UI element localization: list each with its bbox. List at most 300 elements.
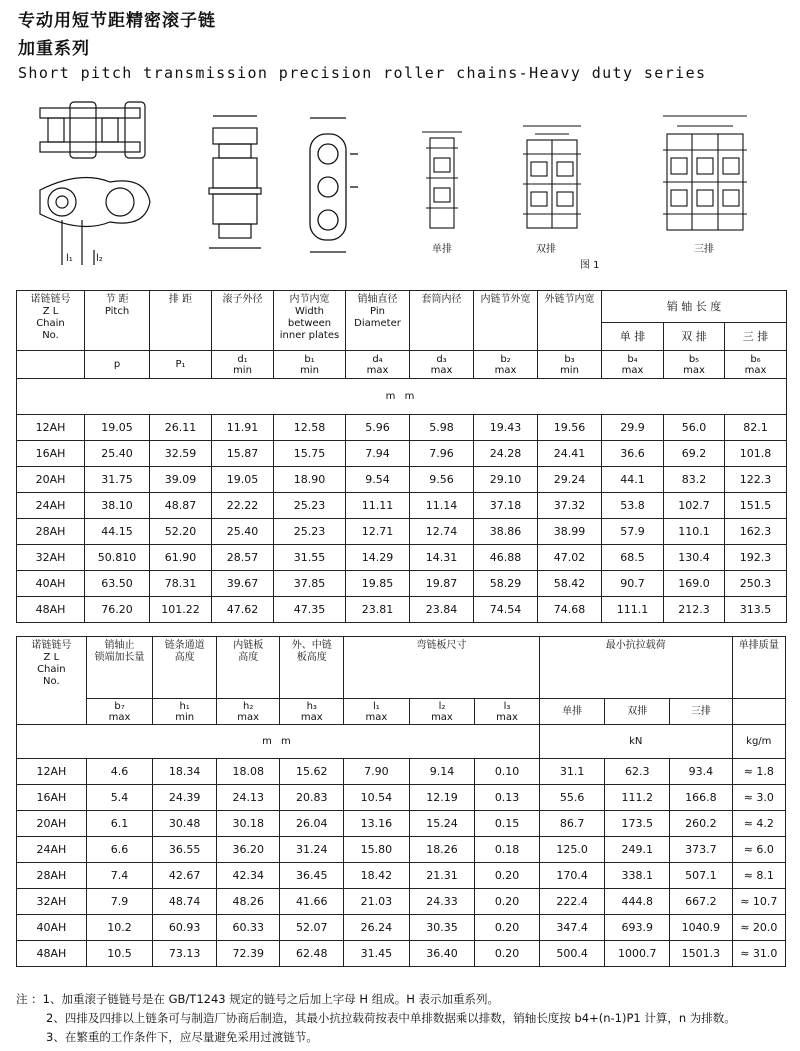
table-cell: 6.6 [86, 837, 153, 863]
table-row [17, 889, 786, 915]
chain-no-cell: 20AH [17, 811, 87, 837]
table-cell: 7.9 [86, 889, 153, 915]
table-row [17, 519, 787, 545]
header-chain-no: 诺链链号 Z L Chain No. [17, 637, 87, 725]
table-cell: 55.6 [539, 785, 605, 811]
table-cell: 28.57 [212, 545, 274, 571]
header-double: 双 排 [664, 323, 725, 351]
table-cell: 93.4 [670, 759, 733, 785]
table-cell: 667.2 [670, 889, 733, 915]
table-cell: 47.02 [538, 545, 602, 571]
table-cell: 18.90 [274, 467, 346, 493]
unit-row-kn: kN [539, 725, 732, 759]
header-chain-no: 诺链链号 Z L Chain No. [17, 291, 85, 351]
symbol-label: b₃ [564, 353, 575, 365]
table-cell: 14.29 [346, 545, 410, 571]
table-cell: 1501.3 [670, 941, 733, 967]
table-cell: 102.7 [664, 493, 725, 519]
symbol-cell [409, 699, 475, 725]
note-1: 注 ：1、加重滚子链链号是在 GB/T1243 规定的链号之后加上字母 H 组成。H 表示加重系列。 [16, 992, 500, 1006]
table-cell: 31.75 [85, 467, 150, 493]
table-cell: 26.11 [150, 415, 212, 441]
table-cell: 125.0 [539, 837, 605, 863]
header-tensile-load: 最小抗拉载荷 [539, 637, 732, 699]
symbol-cell [85, 351, 150, 379]
note-3: 3、在繁重的工作条件下，应尽量避免采用过渡链节。 [46, 1030, 318, 1044]
table-cell: 222.4 [539, 889, 605, 915]
figure-label-double: 双排 [536, 244, 556, 255]
symbol-cell [732, 699, 785, 725]
symbol-cell [153, 699, 217, 725]
table-cell: 60.33 [216, 915, 280, 941]
symbol-limit: max [744, 364, 767, 376]
symbol-limit: max [108, 711, 131, 723]
table-cell: 13.16 [344, 811, 410, 837]
notes [16, 990, 791, 1047]
table-cell: 44.15 [85, 519, 150, 545]
symbol-label: d₁ [237, 353, 248, 365]
table-row [17, 545, 787, 571]
table-cell: 0.15 [475, 811, 540, 837]
figure-caption: 图 1 [580, 260, 600, 271]
table-cell: ≈ 6.0 [732, 837, 785, 863]
table-cell: 53.8 [602, 493, 664, 519]
table-cell: 62.48 [280, 941, 344, 967]
header-inner-plate-height: 内链板 高度 [216, 637, 280, 699]
symbol-cell [474, 351, 538, 379]
table-cell: 37.32 [538, 493, 602, 519]
table-cell: 7.96 [410, 441, 474, 467]
table-row [17, 415, 787, 441]
symbol-cell [344, 699, 410, 725]
table-cell: 507.1 [670, 863, 733, 889]
symbol-limit: max [494, 364, 517, 376]
table-cell: 1000.7 [605, 941, 670, 967]
table-cell: ≈ 3.0 [732, 785, 785, 811]
symbol-label: l₁ [372, 700, 380, 712]
chain-no-cell: 24AH [17, 837, 87, 863]
table-cell: 15.62 [280, 759, 344, 785]
symbol-limit: max [300, 711, 323, 723]
dimensions-table [16, 290, 787, 623]
table-cell: 38.99 [538, 519, 602, 545]
page-title-cn: 专动用短节距精密滚子链 [18, 11, 216, 31]
table-cell: 9.54 [346, 467, 410, 493]
header-pin-length: 销 轴 长 度 [602, 291, 787, 323]
table-cell: 25.23 [274, 493, 346, 519]
table-row [17, 597, 787, 623]
table-cell: 24.39 [153, 785, 217, 811]
table-cell: 44.1 [602, 467, 664, 493]
table-cell: 162.3 [725, 519, 787, 545]
table-cell: 249.1 [605, 837, 670, 863]
unit-row: m m [17, 379, 787, 415]
table-cell: 69.2 [664, 441, 725, 467]
table-cell: 82.1 [725, 415, 787, 441]
table-cell: 130.4 [664, 545, 725, 571]
table-cell: 373.7 [670, 837, 733, 863]
table-cell: 250.3 [725, 571, 787, 597]
table-cell: 10.5 [86, 941, 153, 967]
table-cell: 32.59 [150, 441, 212, 467]
table-cell: 693.9 [605, 915, 670, 941]
table-cell: 25.23 [274, 519, 346, 545]
symbol-cell [274, 351, 346, 379]
symbol-limit: min [233, 364, 252, 376]
table-cell: 347.4 [539, 915, 605, 941]
symbol-label: l₂ [438, 700, 446, 712]
table-cell: 5.96 [346, 415, 410, 441]
table-cell: 11.11 [346, 493, 410, 519]
table-cell: 62.3 [605, 759, 670, 785]
table-cell: ≈ 8.1 [732, 863, 785, 889]
symbol-cell [538, 351, 602, 379]
chain-drawing-section [205, 108, 265, 262]
header-row-pitch: 排 距 [150, 291, 212, 351]
table-cell: 10.2 [86, 915, 153, 941]
symbol-limit: min [560, 364, 579, 376]
table-cell: 12.74 [410, 519, 474, 545]
table-cell: 47.35 [274, 597, 346, 623]
chain-no-cell: 40AH [17, 915, 87, 941]
table-cell: ≈ 4.2 [732, 811, 785, 837]
chain-no-cell: 24AH [17, 493, 85, 519]
table-cell: 19.43 [474, 415, 538, 441]
chain-no-cell: 28AH [17, 863, 87, 889]
table-cell: 48.74 [153, 889, 217, 915]
figure-label-single: 单排 [432, 244, 452, 255]
table-cell: 37.18 [474, 493, 538, 519]
table-cell: 0.20 [475, 915, 540, 941]
chain-no-cell: 28AH [17, 519, 85, 545]
table-cell: 22.22 [212, 493, 274, 519]
table-cell: 31.45 [344, 941, 410, 967]
table-cell: 21.31 [409, 863, 475, 889]
symbol-label: b₁ [304, 353, 315, 365]
table-cell: 52.20 [150, 519, 212, 545]
table-cell: 166.8 [670, 785, 733, 811]
table-cell: 338.1 [605, 863, 670, 889]
header-single: 单 排 [602, 323, 664, 351]
table-cell: 111.2 [605, 785, 670, 811]
symbol-label: b₄ [627, 353, 638, 365]
table-cell: 313.5 [725, 597, 787, 623]
figure-label-l2: l₂ [96, 253, 103, 264]
header-triple: 三排 [670, 699, 733, 725]
table-row [17, 759, 786, 785]
table-cell: 0.13 [475, 785, 540, 811]
table-cell: 4.6 [86, 759, 153, 785]
table-cell: 26.04 [280, 811, 344, 837]
chain-drawing-triple [655, 108, 755, 242]
table-cell: 101.8 [725, 441, 787, 467]
symbol-cell [475, 699, 540, 725]
table-row [17, 785, 786, 811]
table-cell: 9.14 [409, 759, 475, 785]
table-cell: 6.1 [86, 811, 153, 837]
table-cell: 36.40 [409, 941, 475, 967]
chain-drawing-side [30, 100, 160, 279]
table-cell: 56.0 [664, 415, 725, 441]
symbol-label: l₃ [503, 700, 511, 712]
table-cell: 170.4 [539, 863, 605, 889]
table-cell: 76.20 [85, 597, 150, 623]
chain-no-cell: 48AH [17, 597, 85, 623]
table-cell: ≈ 10.7 [732, 889, 785, 915]
table-row [17, 837, 786, 863]
table-cell: 18.42 [344, 863, 410, 889]
table-cell: 18.34 [153, 759, 217, 785]
symbol-limit: max [621, 364, 644, 376]
table-cell: 19.05 [85, 415, 150, 441]
table-cell: 74.54 [474, 597, 538, 623]
table-row [17, 811, 786, 837]
header-inner-outer-width: 内链节外宽 [474, 291, 538, 351]
table-cell: 500.4 [539, 941, 605, 967]
symbol-limit: max [237, 711, 260, 723]
table-cell: 25.40 [85, 441, 150, 467]
table-cell: 12.71 [346, 519, 410, 545]
symbol-row [17, 351, 787, 379]
table-cell: 63.50 [85, 571, 150, 597]
chain-drawing-single [412, 118, 472, 237]
header-triple: 三 排 [725, 323, 787, 351]
table-cell: 19.56 [538, 415, 602, 441]
table-cell: 0.18 [475, 837, 540, 863]
table-row [17, 863, 786, 889]
symbol-limit: max [683, 364, 705, 376]
table-cell: 15.87 [212, 441, 274, 467]
table-cell: 111.1 [602, 597, 664, 623]
header-roller-diameter: 滚子外径 [212, 291, 274, 351]
table-cell: 30.35 [409, 915, 475, 941]
chain-no-cell: 32AH [17, 889, 87, 915]
header-outer-inner-width: 外链节内宽 [538, 291, 602, 351]
table-row [17, 571, 787, 597]
symbol-label: h₃ [306, 700, 317, 712]
table-cell: 20.83 [280, 785, 344, 811]
table-cell: 9.56 [410, 467, 474, 493]
table-cell: 26.24 [344, 915, 410, 941]
symbol-row [17, 699, 786, 725]
header-pitch: 节 距 Pitch [85, 291, 150, 351]
table-cell: 39.09 [150, 467, 212, 493]
symbol-label: h₁ [179, 700, 190, 712]
table-cell: 39.67 [212, 571, 274, 597]
header-pin-extension: 销轴止 锁端加长量 [86, 637, 153, 699]
table-cell: 444.8 [605, 889, 670, 915]
symbol-cell [346, 351, 410, 379]
table-cell: ≈ 31.0 [732, 941, 785, 967]
table-row [17, 941, 786, 967]
table-cell: 29.9 [602, 415, 664, 441]
table-cell: 1040.9 [670, 915, 733, 941]
table-cell: 7.94 [346, 441, 410, 467]
table-cell: 18.26 [409, 837, 475, 863]
table-cell: 19.85 [346, 571, 410, 597]
note-2: 2、四排及四排以上链条可与制造厂协商后制造，其最小抗拉载荷按表中单排数据乘以排数，销轴长度按 b4+(n-1)P1 计算，n 为排数。 [46, 1011, 736, 1025]
symbol-cell [150, 351, 212, 379]
header-channel-height: 链条通道 高度 [153, 637, 217, 699]
table-cell: 83.2 [664, 467, 725, 493]
table-cell: 68.5 [602, 545, 664, 571]
chain-drawing-double [515, 118, 590, 237]
symbol-limit: min [175, 711, 195, 723]
header-mass: 单排质量 [732, 637, 785, 699]
table-cell: 5.4 [86, 785, 153, 811]
symbol-cell [725, 351, 787, 379]
chain-no-cell: 16AH [17, 441, 85, 467]
table-cell: 11.14 [410, 493, 474, 519]
table-cell: 50.810 [85, 545, 150, 571]
table-cell: 19.87 [410, 571, 474, 597]
symbol-cell [216, 699, 280, 725]
table-cell: 0.20 [475, 863, 540, 889]
table-cell: 12.19 [409, 785, 475, 811]
table-cell: 38.10 [85, 493, 150, 519]
table-cell: 73.13 [153, 941, 217, 967]
table-row [17, 493, 787, 519]
header-bush-bore: 套筒内径 [410, 291, 474, 351]
symbol-label: p [113, 359, 121, 370]
table-cell: 212.3 [664, 597, 725, 623]
table-cell: 30.18 [216, 811, 280, 837]
table-cell: 15.75 [274, 441, 346, 467]
chain-no-cell: 20AH [17, 467, 85, 493]
chain-drawing-plates [300, 110, 360, 264]
symbol-label: P₁ [175, 359, 186, 370]
unit-row-mm: m m [17, 725, 540, 759]
table-cell: 31.1 [539, 759, 605, 785]
table-cell: 48.87 [150, 493, 212, 519]
table-row [17, 915, 786, 941]
table-cell: 101.22 [150, 597, 212, 623]
symbol-limit: min [300, 364, 319, 376]
table-cell: 21.03 [344, 889, 410, 915]
header-inner-width: 内节内宽 Width between inner plates [274, 291, 346, 351]
table-cell: 23.84 [410, 597, 474, 623]
table-cell: 90.7 [602, 571, 664, 597]
table-row [17, 441, 787, 467]
table-cell: 36.45 [280, 863, 344, 889]
header-outer-plate-height: 外、中链 板高度 [280, 637, 344, 699]
symbol-cell [86, 699, 153, 725]
table-cell: 57.9 [602, 519, 664, 545]
table-cell: 72.39 [216, 941, 280, 967]
symbol-label: h₂ [243, 700, 254, 712]
header-single: 单排 [539, 699, 605, 725]
table-cell: 58.42 [538, 571, 602, 597]
table-cell: 15.24 [409, 811, 475, 837]
symbol-limit: max [431, 711, 453, 723]
table-cell: 31.24 [280, 837, 344, 863]
table-cell: 60.93 [153, 915, 217, 941]
symbol-cell [17, 351, 85, 379]
table-cell: 42.67 [153, 863, 217, 889]
table-cell: 52.07 [280, 915, 344, 941]
table-cell: 74.68 [538, 597, 602, 623]
chain-no-cell: 40AH [17, 571, 85, 597]
symbol-label: d₄ [372, 353, 383, 365]
table-cell: 48.26 [216, 889, 280, 915]
chain-no-cell: 12AH [17, 415, 85, 441]
table-cell: 42.34 [216, 863, 280, 889]
table-cell: 18.08 [216, 759, 280, 785]
table-row [17, 467, 787, 493]
table-cell: 169.0 [664, 571, 725, 597]
table-cell: 61.90 [150, 545, 212, 571]
unit-row-kgm: kg/m [732, 725, 785, 759]
table-cell: 122.3 [725, 467, 787, 493]
table-cell: 10.54 [344, 785, 410, 811]
table-cell: 31.55 [274, 545, 346, 571]
table-cell: 37.85 [274, 571, 346, 597]
table-cell: 36.6 [602, 441, 664, 467]
table-cell: ≈ 1.8 [732, 759, 785, 785]
symbol-label: b₂ [500, 353, 511, 365]
symbol-limit: max [496, 711, 518, 723]
chain-no-cell: 12AH [17, 759, 87, 785]
symbol-cell [212, 351, 274, 379]
load-table [16, 636, 786, 967]
symbol-cell [664, 351, 725, 379]
symbol-label: b₇ [114, 700, 125, 712]
symbol-cell [410, 351, 474, 379]
table-cell: 24.41 [538, 441, 602, 467]
table-cell: 7.4 [86, 863, 153, 889]
table-cell: 14.31 [410, 545, 474, 571]
header-bend-plate: 弯链板尺寸 [344, 637, 540, 699]
table-cell: 78.31 [150, 571, 212, 597]
symbol-cell [280, 699, 344, 725]
table-cell: 86.7 [539, 811, 605, 837]
table-cell: 110.1 [664, 519, 725, 545]
table-cell: 5.98 [410, 415, 474, 441]
header-pin-diameter: 销轴直径 Pin Diameter [346, 291, 410, 351]
table-cell: 15.80 [344, 837, 410, 863]
table-cell: 260.2 [670, 811, 733, 837]
table-cell: 24.33 [409, 889, 475, 915]
table-cell: 19.05 [212, 467, 274, 493]
table-cell: 24.13 [216, 785, 280, 811]
symbol-label: b₅ [688, 353, 700, 365]
table-cell: 30.48 [153, 811, 217, 837]
symbol-limit: max [430, 364, 453, 376]
table-cell: 23.81 [346, 597, 410, 623]
table-cell: 173.5 [605, 811, 670, 837]
table-cell: 12.58 [274, 415, 346, 441]
table-cell: 7.90 [344, 759, 410, 785]
table-cell: 0.20 [475, 941, 540, 967]
table-cell: 151.5 [725, 493, 787, 519]
chain-no-cell: 16AH [17, 785, 87, 811]
table-cell: 24.28 [474, 441, 538, 467]
symbol-limit: max [365, 711, 388, 723]
chain-no-cell: 48AH [17, 941, 87, 967]
table-cell: 29.10 [474, 467, 538, 493]
table-cell: 36.55 [153, 837, 217, 863]
page-title-en: Short pitch transmission precision roller chains-Heavy duty series [18, 64, 707, 82]
header-double: 双排 [605, 699, 670, 725]
page-subtitle-cn: 加重系列 [18, 39, 90, 59]
table-cell: 36.20 [216, 837, 280, 863]
table-cell: 47.62 [212, 597, 274, 623]
table-cell: 38.86 [474, 519, 538, 545]
chain-no-cell: 32AH [17, 545, 85, 571]
table-cell: 192.3 [725, 545, 787, 571]
table-cell: 58.29 [474, 571, 538, 597]
table-cell: 11.91 [212, 415, 274, 441]
